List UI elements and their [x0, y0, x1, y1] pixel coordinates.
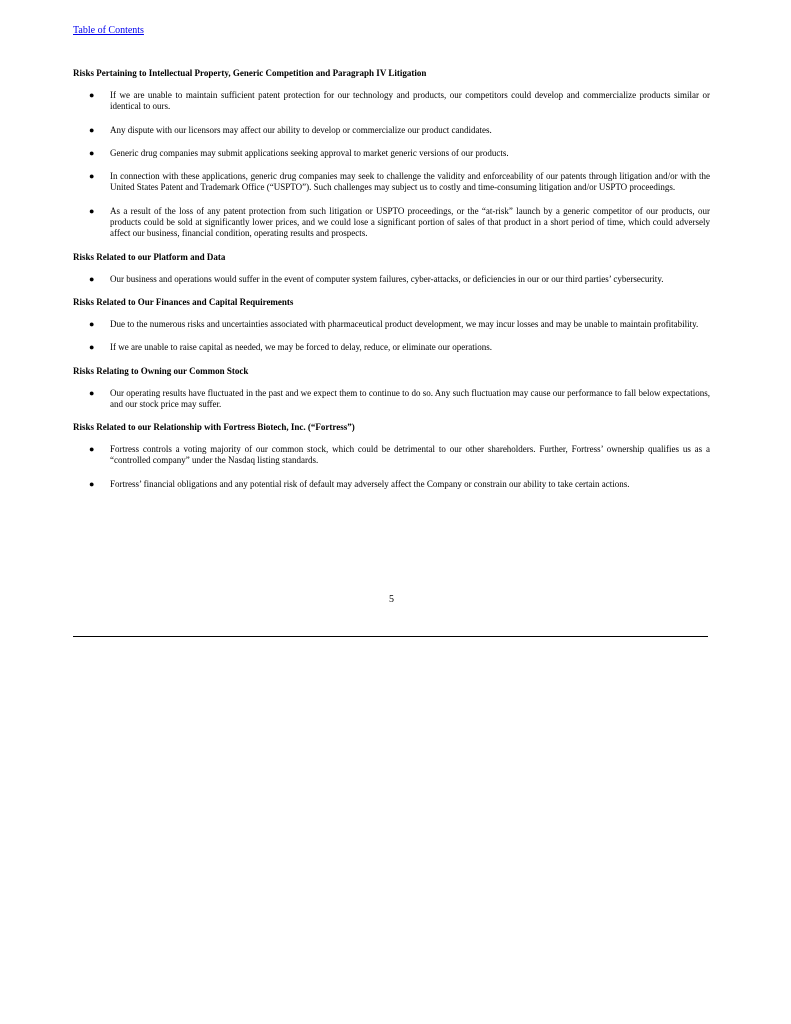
bullet-icon: ● — [89, 273, 95, 284]
list-item — [73, 342, 710, 353]
list-item — [73, 125, 710, 136]
section-common-stock — [73, 366, 710, 411]
section-intellectual-property — [73, 68, 710, 240]
list-item-text: Any dispute with our licensors may affect our ability to develop or commercialize our product candidates. — [110, 124, 492, 135]
list-item-text: Our operating results have fluctuated in the past and we expect them to continue to do so. Any such fluctuation may cause our performance to fall below expectations, and our stock price may suffer. — [110, 387, 710, 409]
list-item — [73, 148, 710, 159]
section-platform-and-data — [73, 252, 710, 285]
bullet-icon: ● — [89, 444, 95, 455]
table-of-contents-link[interactable]: Table of Contents — [73, 25, 144, 36]
section-heading: Risks Pertaining to Intellectual Property, Generic Competition and Paragraph IV Litigation — [73, 68, 427, 78]
list-item — [73, 444, 710, 467]
bullet-icon: ● — [89, 205, 95, 216]
list-item-text: In connection with these applications, generic drug companies may seek to challenge the validity and enforceability of our patents through litigation and/or with the United States Patent and Trademark Office (“USPTO”). Such challenges may subject us to costly and time-consuming litigation and/or USPTO proceedings. — [110, 171, 710, 193]
list-item-text: Fortress’ financial obligations and any potential risk of default may adversely affect the Company or constrain our ability to take certain actions. — [110, 478, 630, 489]
section-heading: Risks Related to our Platform and Data — [73, 251, 226, 262]
bullet-icon: ● — [89, 318, 95, 329]
list-item — [73, 479, 710, 490]
list-item — [73, 319, 710, 330]
list-item-text: Due to the numerous risks and uncertainties associated with pharmaceutical product development, we may incur losses and may be unable to maintain profitability. — [110, 318, 699, 329]
list-item-text: If we are unable to raise capital as needed, we may be forced to delay, reduce, or eliminate our operations. — [110, 342, 492, 353]
section-fortress-relationship — [73, 422, 710, 490]
list-item — [73, 388, 710, 411]
page-divider — [73, 636, 708, 637]
bullet-list — [73, 388, 710, 411]
list-item-text: Generic drug companies may submit applications seeking approval to market generic versions of our products. — [110, 147, 509, 158]
bullet-icon: ● — [89, 478, 95, 489]
bullet-icon: ● — [89, 387, 95, 398]
list-item-text: Our business and operations would suffer in the event of computer system failures, cyber-attacks, or deficiencies in our or our third parties’ cybersecurity. — [110, 273, 664, 284]
bullet-list — [73, 274, 710, 285]
bullet-icon: ● — [89, 147, 95, 158]
section-heading: Risks Related to Our Finances and Capital Requirements — [73, 296, 294, 307]
bullet-icon: ● — [89, 90, 95, 100]
section-heading: Risks Related to our Relationship with Fortress Biotech, Inc. (“Fortress”) — [73, 422, 355, 433]
list-item-text: If we are unable to maintain sufficient patent protection for our technology and products, our competitors could develop and commercialize products similar or identical to ours. — [110, 90, 710, 112]
risk-factors-summary — [73, 68, 710, 502]
section-heading: Risks Relating to Owning our Common Stock — [73, 365, 249, 376]
bullet-list — [73, 319, 710, 354]
list-item — [73, 206, 710, 240]
bullet-icon: ● — [89, 124, 95, 135]
list-item — [73, 274, 710, 285]
section-finances-capital — [73, 297, 710, 354]
list-item — [73, 90, 710, 113]
bullet-icon: ● — [89, 171, 95, 182]
list-item-text: Fortress controls a voting majority of our common stock, which could be detrimental to our other shareholders. Further, Fortress’ ownership qualifies us as a “controlled company” under the Nasdaq listing standards. — [110, 444, 710, 466]
page-number: 5 — [389, 594, 394, 605]
bullet-icon: ● — [89, 342, 95, 353]
bullet-list — [73, 90, 710, 240]
bullet-list — [73, 444, 710, 490]
list-item-text: As a result of the loss of any patent protection from such litigation or USPTO proceedings, or the “at-risk” launch by a generic competitor of our products, our products could be sold at significantly lower prices, and we could lose a significant portion of sales of that product in a short period of time, which could adversely affect our business, financial condition, operating results and prospects. — [110, 205, 710, 239]
list-item — [73, 171, 710, 194]
